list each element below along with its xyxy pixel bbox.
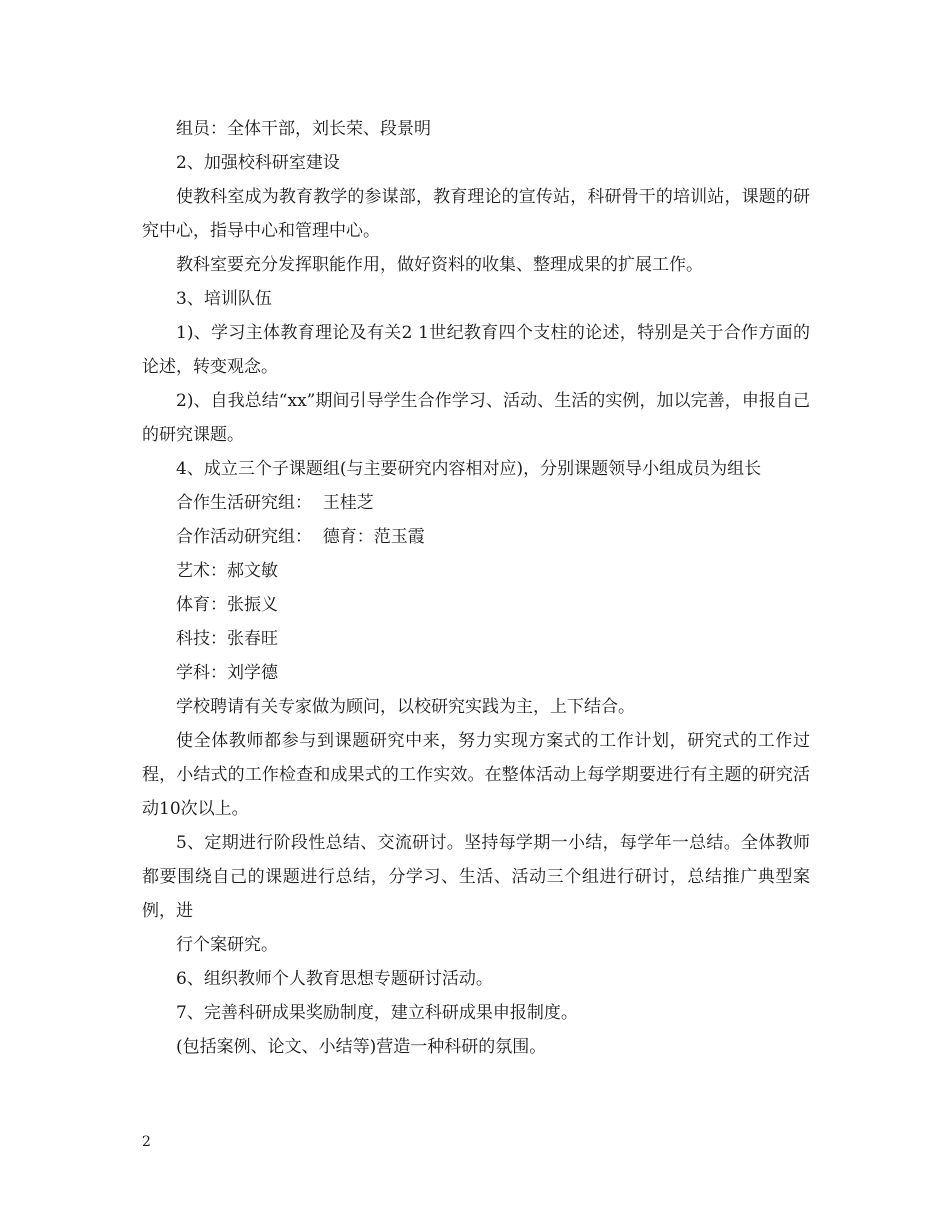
paragraph-atmosphere: (包括案例、论文、小结等)营造一种科研的氛围。 (176, 1037, 547, 1057)
page-number: 2 (142, 1134, 151, 1150)
paragraph-heading-7: 7、完善科研成果奖励制度，建立科研成果申报制度。 (176, 1003, 578, 1023)
paragraph-heading-4: 4、成立三个子课题组(与主要研究内容相对应)，分别课题领导小组成员为组长 (176, 459, 762, 479)
paragraph-item-2: 2)、自我总结“xx”期间引导学生合作学习、活动、生活的实例，加以完善，申报自己的研究课题。 (142, 391, 810, 445)
paragraph-case-study: 行个案研究。 (176, 935, 278, 955)
paragraph-group-life: 合作生活研究组： 王桂芝 (176, 493, 374, 513)
paragraph-research-office-role: 使教科室成为教育教学的参谋部，教育理论的宣传站，科研骨干的培训站，课题的研究中心，指导中心和管理中心。 (142, 187, 810, 241)
paragraph-heading-2: 2、加强校科研室建设 (176, 153, 340, 173)
paragraph-group-tech: 科技：张春旺 (176, 629, 278, 649)
paragraph-group-art: 艺术：郝文敏 (176, 561, 278, 581)
paragraph-research-office-function: 教科室要充分发挥职能作用，做好资料的收集、整理成果的扩展工作。 (176, 255, 703, 275)
paragraph-group-subject: 学科：刘学德 (176, 663, 278, 683)
paragraph-experts: 学校聘请有关专家做为顾问，以校研究实践为主，上下结合。 (176, 697, 635, 717)
paragraph-heading-6: 6、组织教师个人教育思想专题研讨活动。 (176, 969, 493, 989)
paragraph-heading-5: 5、定期进行阶段性总结、交流研讨。坚持每学期一小结，每学年一总结。全体教师都要围绕自己的课题进行总结，分学习、生活、活动三个组进行研讨，总结推广典型案例，进 (142, 833, 810, 921)
paragraph-all-teachers: 使全体教师都参与到课题研究中来，努力实现方案式的工作计划，研究式的工作过程，小结式的工作检查和成果式的工作实效。在整体活动上每学期要进行有主题的研究活动10次以上。 (142, 731, 810, 819)
paragraph-group-sport: 体育：张振义 (176, 595, 278, 615)
paragraph-group-activity: 合作活动研究组： 德育：范玉霞 (176, 527, 425, 547)
paragraph-heading-3: 3、培训队伍 (176, 289, 272, 309)
document-body (142, 112, 810, 1064)
paragraph-item-1: 1)、学习主体教育理论及有关2 1世纪教育四个支柱的论述，特别是关于合作方面的论述，转变观念。 (142, 323, 810, 377)
paragraph-members: 组员：全体干部，刘长荣、段景明 (176, 119, 431, 139)
